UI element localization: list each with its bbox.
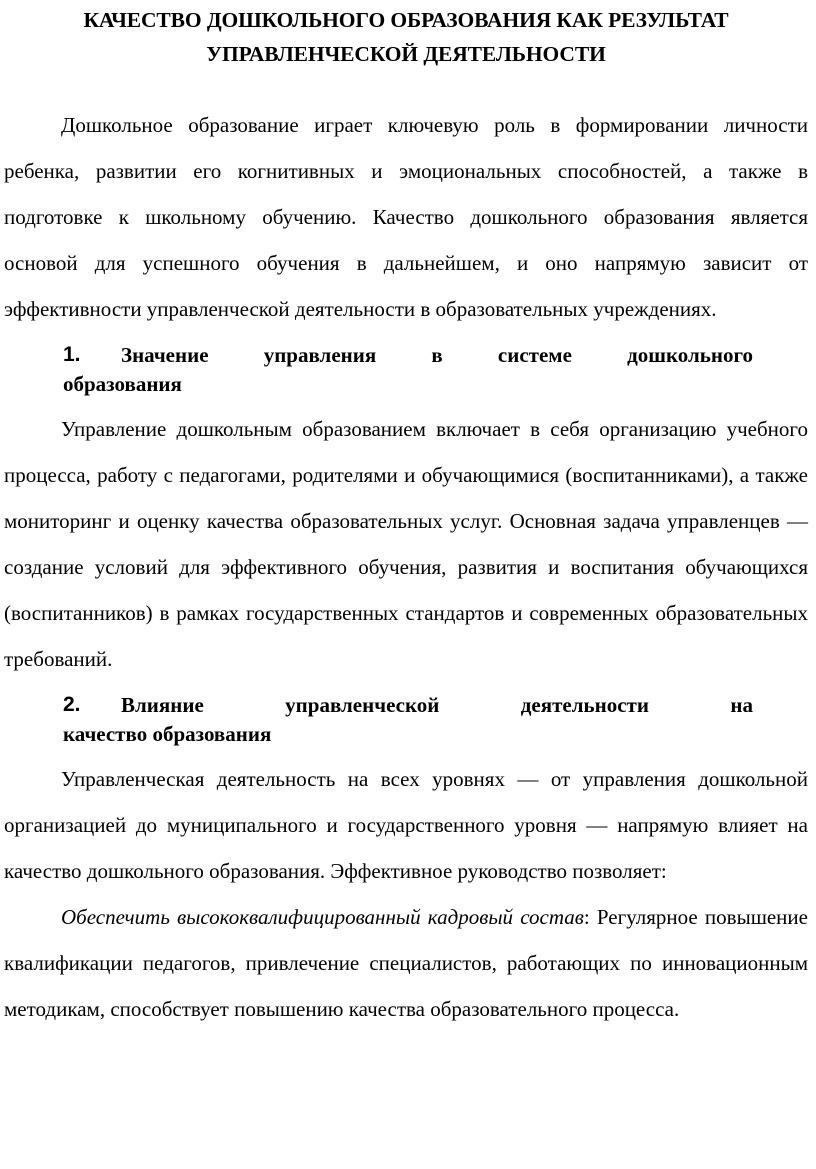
title-line-2: УПРАВЛЕНЧЕСКОЙ ДЕЯТЕЛЬНОСТИ: [206, 42, 606, 66]
list-item-paragraph: [4, 894, 808, 1032]
section-2-heading-line-1: Влияние управленческой деятельности на: [121, 693, 753, 717]
list-item-lead: Обеспечить высококвалифицированный кадровый состав: [61, 905, 584, 929]
section-1-heading: [4, 340, 808, 398]
section-2-heading: [4, 690, 808, 748]
section-1-heading-line-1: Значение управления в системе дошкольного: [121, 343, 753, 367]
list-item-text: : Регулярное повышение квалификации педагогов, привлечение специалистов, работающих по инновационным методикам, способствует повышению качества образовательного процесса.: [4, 905, 808, 1021]
section-1-number: 1.: [63, 343, 81, 366]
section-1-paragraph: Управление дошкольным образованием включает в себя организацию учебного процесса, работу с педагогами, родителями и обучающимися (воспитанниками), а также мониторинг и оценку качества образовательных услуг. Основная задача управленцев — создание условий для эффективного обучения, развития и воспитания обучающихся (воспитанников) в рамках государственных стандартов и современных образовательных требований.: [4, 417, 808, 671]
intro-paragraph: Дошкольное образование играет ключевую роль в формировании личности ребенка, развитии его когнитивных и эмоциональных способностей, а также в подготовке к школьному обучению. Качество дошкольного образования является основой для успешного обучения в дальнейшем, и оно напрямую зависит от эффективности управленческой деятельности в образовательных учреждениях.: [4, 113, 808, 321]
section-2-number: 2.: [63, 693, 81, 716]
section-2-heading-line-2: качество образования: [63, 722, 272, 746]
title-line-1: КАЧЕСТВО ДОШКОЛЬНОГО ОБРАЗОВАНИЯ КАК РЕЗУЛЬТАТ: [83, 8, 729, 32]
section-1-heading-line-2: образования: [63, 372, 182, 396]
document-title: [4, 3, 808, 71]
section-2-paragraph: Управленческая деятельность на всех уровнях — от управления дошкольной организацией до муниципального и государственного уровня — напрямую влияет на качество дошкольного образования. Эффективное руководство позволяет:: [4, 767, 808, 883]
